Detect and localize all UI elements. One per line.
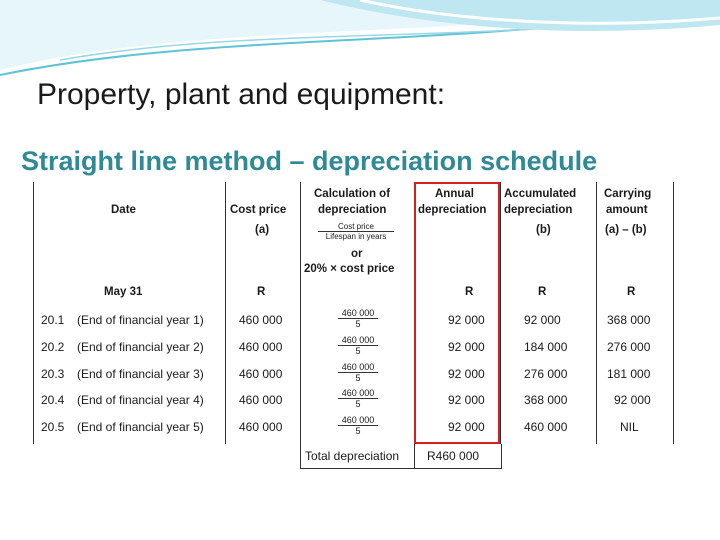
row-carry: 92 000 <box>614 393 651 407</box>
header-carry-line2: amount <box>606 204 648 216</box>
row-calc-fraction <box>338 388 378 409</box>
header-calc-fraction <box>318 222 394 241</box>
total-label: Total depreciation <box>305 449 400 463</box>
slide-title: Property, plant and equipment: <box>37 78 446 111</box>
row-calc-fraction <box>338 415 378 436</box>
fraction-numerator: 460 000 <box>338 388 378 399</box>
row-label: (End of financial year 5) <box>77 420 204 434</box>
row-carry: 181 000 <box>607 367 651 381</box>
header-cost-a: (a) <box>255 224 270 236</box>
header-calc-line2: depreciation <box>318 204 387 216</box>
header-calc-percent: 20% × cost price <box>304 263 395 275</box>
row-year: 20.3 <box>41 367 65 381</box>
row-calc-fraction <box>338 335 378 356</box>
header-carry-ab: (a) – (b) <box>605 224 647 236</box>
row-label: (End of financial year 4) <box>77 393 204 407</box>
row-label: (End of financial year 3) <box>77 367 204 381</box>
row-cost: 460 000 <box>239 393 283 407</box>
row-year: 20.5 <box>41 420 65 434</box>
units-cost: R <box>257 286 266 298</box>
header-date: Date <box>111 204 136 216</box>
fraction-denominator: 5 <box>355 426 361 436</box>
row-accum: 368 000 <box>524 393 568 407</box>
table-divider <box>225 182 226 444</box>
row-cost: 460 000 <box>239 367 283 381</box>
fraction-numerator: Cost price <box>318 222 394 232</box>
row-cost: 460 000 <box>239 340 283 354</box>
units-carry: R <box>627 286 636 298</box>
row-year: 20.2 <box>41 340 65 354</box>
row-calc-fraction <box>338 308 378 329</box>
row-annual: 92 000 <box>448 313 485 327</box>
row-annual: 92 000 <box>448 340 485 354</box>
row-year: 20.4 <box>41 393 65 407</box>
table-divider <box>300 182 301 444</box>
row-carry: 368 000 <box>607 313 651 327</box>
fraction-denominator: 5 <box>355 319 361 329</box>
header-calc-line1: Calculation of <box>314 188 391 200</box>
row-accum: 276 000 <box>524 367 568 381</box>
row-accum: 184 000 <box>524 340 568 354</box>
table-divider <box>596 182 597 444</box>
table-divider <box>500 182 501 444</box>
row-annual: 92 000 <box>448 420 485 434</box>
total-depreciation-row <box>300 444 502 469</box>
row-calc-fraction <box>338 362 378 383</box>
fraction-numerator: 460 000 <box>338 308 378 319</box>
fraction-denominator: 5 <box>355 346 361 356</box>
row-year: 20.1 <box>41 313 65 327</box>
row-accum: 92 000 <box>524 313 561 327</box>
units-date: May 31 <box>104 286 143 298</box>
header-annual-line2: depreciation <box>418 204 487 216</box>
header-carry-line1: Carrying <box>604 188 652 200</box>
header-cost-price: Cost price <box>230 204 287 216</box>
total-value: R460 000 <box>427 449 480 463</box>
row-carry: 276 000 <box>607 340 651 354</box>
fraction-denominator: 5 <box>355 399 361 409</box>
header-swoosh-decoration <box>0 0 720 90</box>
header-accum-line1: Accumulated <box>504 188 577 200</box>
table-divider <box>33 182 34 444</box>
fraction-numerator: 460 000 <box>338 362 378 373</box>
annual-depreciation-highlight <box>414 182 500 444</box>
row-carry: NIL <box>620 420 639 434</box>
depreciation-schedule-table <box>24 182 677 444</box>
header-annual-line1: Annual <box>435 188 474 200</box>
header-accum-b: (b) <box>536 224 551 236</box>
fraction-numerator: 460 000 <box>338 415 378 426</box>
row-cost: 460 000 <box>239 420 283 434</box>
fraction-denominator: Lifespan in years <box>325 232 387 241</box>
row-cost: 460 000 <box>239 313 283 327</box>
units-accum: R <box>538 286 547 298</box>
row-label: (End of financial year 2) <box>77 340 204 354</box>
row-annual: 92 000 <box>448 367 485 381</box>
fraction-denominator: 5 <box>355 373 361 383</box>
row-accum: 460 000 <box>524 420 568 434</box>
units-annual: R <box>465 286 474 298</box>
header-calc-or: or <box>351 248 363 260</box>
table-divider <box>673 182 674 444</box>
table-divider <box>414 444 415 468</box>
header-accum-line2: depreciation <box>504 204 573 216</box>
row-annual: 92 000 <box>448 393 485 407</box>
slide-subtitle: Straight line method – depreciation schedule <box>21 146 598 176</box>
fraction-numerator: 460 000 <box>338 335 378 346</box>
row-label: (End of financial year 1) <box>77 313 204 327</box>
